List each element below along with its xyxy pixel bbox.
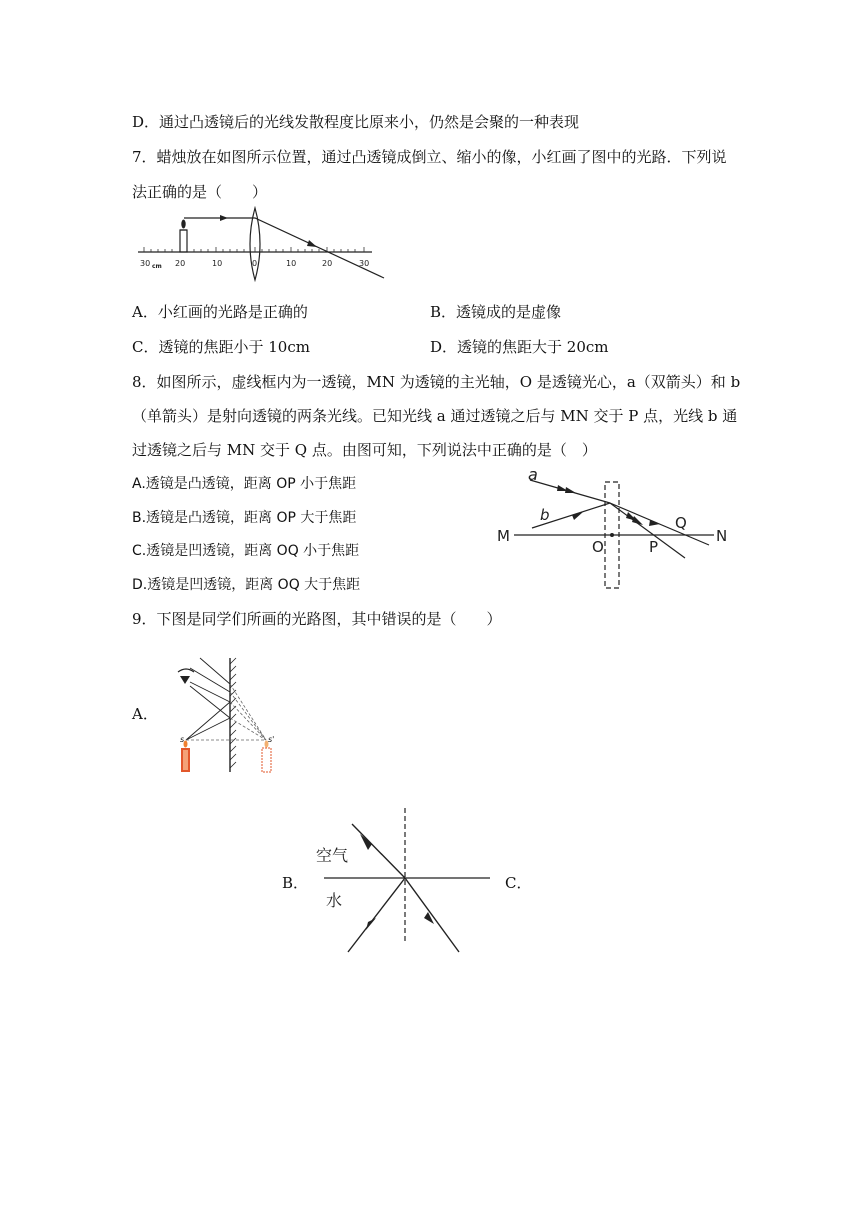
- q7-light-ray: [184, 218, 384, 278]
- q9-stem: 9．下图是同学们所画的光路图，其中错误的是（ ）: [132, 610, 502, 628]
- q7-ruler-label-10-left: 10: [212, 259, 223, 268]
- q7-arrow-head-1: [220, 215, 228, 221]
- q9b-ray-water-left: [348, 878, 405, 952]
- q9b-arrow-water-right: [424, 912, 434, 924]
- q8-label-a: a: [528, 465, 538, 484]
- q9a-label-s: s: [180, 735, 185, 744]
- q9b-ray-water-right: [405, 878, 459, 952]
- q7-stem-line1: 7．蜡烛放在如图所示位置，通过凸透镜成倒立、缩小的像，小红画了图中的光路．下列说: [132, 148, 727, 166]
- q7-ruler-label-10-right: 10: [286, 259, 297, 268]
- q9-label-c: C．: [505, 874, 532, 892]
- q8-option-d: D.透镜是凹透镜，距离 OQ 大于焦距: [132, 577, 361, 593]
- q9a-mirror-hatch: [230, 658, 236, 768]
- q7-convex-lens: [250, 208, 260, 280]
- q9a-label-s-prime: s': [268, 735, 275, 744]
- q8-option-a: A.透镜是凸透镜，距离 OP 小于焦距: [132, 476, 357, 492]
- q8-stem-line1: 8．如图所示，虚线框内为一透镜，MN 为透镜的主光轴，O 是透镜光心，a（双箭头）和 b: [132, 373, 741, 391]
- q8-ray-a-arrow-2: [565, 487, 576, 493]
- q6-option-d: D．通过凸透镜后的光线发散程度比原来小，仍然是会聚的一种表现: [132, 113, 580, 131]
- q7-figure-lens-diagram: [134, 206, 390, 286]
- q7-ruler-label-cm: cm: [152, 263, 162, 270]
- q9-label-b: B．: [282, 874, 309, 892]
- q8-option-c: C.透镜是凹透镜，距离 OQ 小于焦距: [132, 543, 360, 559]
- q8-label-b: b: [540, 506, 550, 524]
- q7-candle: [180, 220, 187, 253]
- q8-optical-center: [610, 533, 614, 537]
- q8-stem-line3: 过透镜之后与 MN 交于 Q 点。由图可知，下列说法中正确的是（ ）: [132, 441, 597, 459]
- q9a-eye-lower: [180, 676, 190, 684]
- q7-option-c: C．透镜的焦距小于 10cm: [132, 338, 310, 356]
- q7-ruler-label-20-left: 20: [175, 259, 186, 268]
- q9b-arrow-water-left: [366, 918, 376, 930]
- q8-option-b: B.透镜是凸透镜，距离 OP 大于焦距: [132, 510, 357, 526]
- q9b-ray-air: [352, 824, 405, 878]
- q8-label-q: Q: [675, 514, 687, 532]
- q7-stem-line2: 法正确的是（ ）: [132, 183, 268, 201]
- q9b-label-air: 空气: [316, 846, 349, 865]
- q7-option-d: D．透镜的焦距大于 20cm: [430, 338, 609, 356]
- q7-option-a: A．小红画的光路是正确的: [132, 303, 308, 321]
- q9b-label-water: 水: [326, 891, 343, 910]
- q9-figure-a-plane-mirror: [168, 656, 288, 778]
- q8-stem-line2: （单箭头）是射向透镜的两条光线。已知光线 a 通过透镜之后与 MN 交于 P 点，光线 b 通: [132, 407, 738, 425]
- q8-label-o: O: [592, 538, 604, 556]
- q9-figure-b-refraction: [316, 806, 496, 956]
- q7-ruler-label-0: 0: [252, 259, 258, 268]
- q8-label-m: M: [497, 527, 510, 545]
- q8-label-n: N: [716, 527, 728, 545]
- q8-figure-lens-rays: [492, 460, 742, 592]
- q7-ruler-label-30-right: 30: [359, 259, 370, 268]
- q9-label-a: A．: [132, 705, 158, 723]
- q9a-candle-image: [262, 741, 271, 773]
- q9a-rays: [186, 658, 230, 740]
- q7-arrow-head-2: [307, 240, 317, 247]
- q8-label-p: P: [649, 538, 659, 556]
- q7-ruler-ticks: [144, 247, 364, 252]
- q7-ruler-label-30-left: 30: [140, 259, 151, 268]
- q7-option-b: B．透镜成的是虚像: [430, 303, 562, 321]
- q9a-candle-real: [181, 741, 190, 773]
- q7-ruler-label-20-right: 20: [322, 259, 333, 268]
